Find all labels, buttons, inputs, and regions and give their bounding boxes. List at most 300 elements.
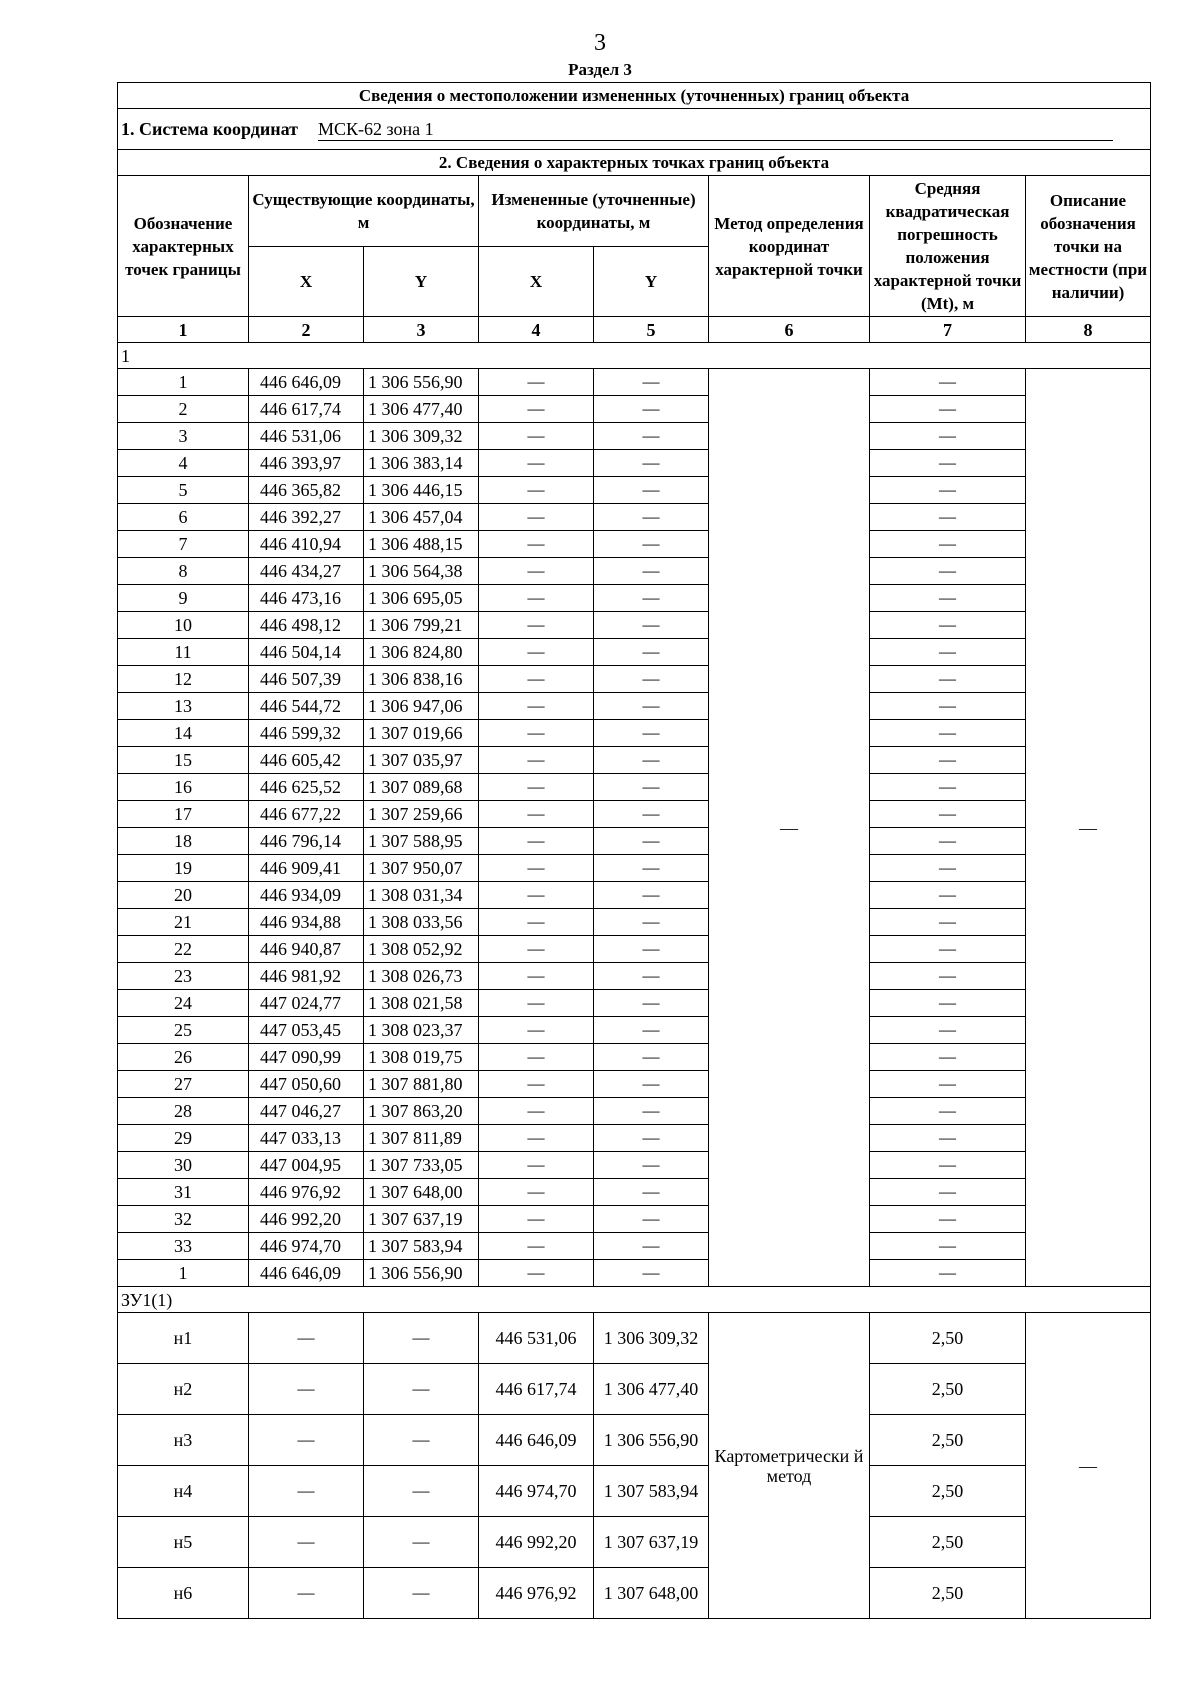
changed-y: — bbox=[594, 909, 709, 936]
column-number: 2 bbox=[249, 317, 364, 343]
accuracy-cell: — bbox=[870, 423, 1026, 450]
existing-x: 446 981,92 bbox=[249, 963, 364, 990]
changed-x: 446 976,92 bbox=[479, 1568, 594, 1619]
existing-y: 1 307 588,95 bbox=[364, 828, 479, 855]
changed-y: — bbox=[594, 774, 709, 801]
column-number: 1 bbox=[118, 317, 249, 343]
point-number: 33 bbox=[118, 1233, 249, 1260]
existing-x: 446 504,14 bbox=[249, 639, 364, 666]
point-number: 15 bbox=[118, 747, 249, 774]
existing-x: — bbox=[249, 1415, 364, 1466]
changed-y: — bbox=[594, 396, 709, 423]
table-row bbox=[118, 1517, 1151, 1568]
changed-y: — bbox=[594, 936, 709, 963]
table-row bbox=[118, 1044, 1151, 1071]
column-number: 5 bbox=[594, 317, 709, 343]
existing-y: 1 307 637,19 bbox=[364, 1206, 479, 1233]
existing-x: 446 507,39 bbox=[249, 666, 364, 693]
coordinate-system-row bbox=[118, 109, 1151, 150]
existing-y: 1 307 089,68 bbox=[364, 774, 479, 801]
accuracy-cell: — bbox=[870, 747, 1026, 774]
point-number: 1 bbox=[118, 1260, 249, 1287]
column-number: 6 bbox=[709, 317, 870, 343]
changed-y: — bbox=[594, 504, 709, 531]
accuracy-cell: — bbox=[870, 639, 1026, 666]
existing-y: 1 307 583,94 bbox=[364, 1233, 479, 1260]
changed-y: — bbox=[594, 1260, 709, 1287]
existing-y: 1 308 033,56 bbox=[364, 909, 479, 936]
table-row bbox=[118, 1152, 1151, 1179]
changed-x: — bbox=[479, 1098, 594, 1125]
changed-y: — bbox=[594, 1044, 709, 1071]
existing-x: 447 046,27 bbox=[249, 1098, 364, 1125]
table-row bbox=[118, 828, 1151, 855]
existing-y: 1 307 733,05 bbox=[364, 1152, 479, 1179]
table-row bbox=[118, 1260, 1151, 1287]
point-number: 2 bbox=[118, 396, 249, 423]
table-row bbox=[118, 639, 1151, 666]
coordinate-system-label: 1. Система координат bbox=[121, 118, 298, 139]
accuracy-cell: — bbox=[870, 396, 1026, 423]
existing-y: 1 307 035,97 bbox=[364, 747, 479, 774]
changed-y: — bbox=[594, 855, 709, 882]
existing-x: 446 365,82 bbox=[249, 477, 364, 504]
existing-y: 1 306 309,32 bbox=[364, 423, 479, 450]
point-number: 7 bbox=[118, 531, 249, 558]
changed-x: — bbox=[479, 801, 594, 828]
point-number: н2 bbox=[118, 1364, 249, 1415]
existing-y: 1 307 648,00 bbox=[364, 1179, 479, 1206]
table-row bbox=[118, 774, 1151, 801]
header-description: Описание обозначения точки на местности (при наличии) bbox=[1026, 176, 1151, 317]
table-row bbox=[118, 990, 1151, 1017]
accuracy-cell: 2,50 bbox=[870, 1466, 1026, 1517]
existing-x: — bbox=[249, 1568, 364, 1619]
header-method: Метод определения координат характерной точки bbox=[709, 176, 870, 317]
table-row bbox=[118, 909, 1151, 936]
accuracy-cell: — bbox=[870, 936, 1026, 963]
changed-x: 446 992,20 bbox=[479, 1517, 594, 1568]
table-row bbox=[118, 504, 1151, 531]
accuracy-cell: — bbox=[870, 612, 1026, 639]
changed-x: — bbox=[479, 882, 594, 909]
accuracy-cell: — bbox=[870, 531, 1026, 558]
existing-y: 1 306 383,14 bbox=[364, 450, 479, 477]
accuracy-cell: — bbox=[870, 1233, 1026, 1260]
changed-y: — bbox=[594, 477, 709, 504]
existing-x: 446 473,16 bbox=[249, 585, 364, 612]
changed-y: — bbox=[594, 828, 709, 855]
existing-y: 1 306 477,40 bbox=[364, 396, 479, 423]
table-row bbox=[118, 720, 1151, 747]
changed-x: — bbox=[479, 1206, 594, 1233]
existing-y: — bbox=[364, 1568, 479, 1619]
existing-x: 446 434,27 bbox=[249, 558, 364, 585]
existing-y: — bbox=[364, 1415, 479, 1466]
changed-y: — bbox=[594, 1125, 709, 1152]
accuracy-cell: — bbox=[870, 882, 1026, 909]
changed-x: — bbox=[479, 828, 594, 855]
changed-x: — bbox=[479, 666, 594, 693]
accuracy-cell: — bbox=[870, 801, 1026, 828]
accuracy-cell: — bbox=[870, 450, 1026, 477]
changed-x: — bbox=[479, 504, 594, 531]
changed-y: — bbox=[594, 1152, 709, 1179]
existing-x: 446 796,14 bbox=[249, 828, 364, 855]
point-number: 30 bbox=[118, 1152, 249, 1179]
existing-y: 1 308 023,37 bbox=[364, 1017, 479, 1044]
existing-x: — bbox=[249, 1313, 364, 1364]
group-label: 1 bbox=[118, 343, 1151, 369]
point-number: 12 bbox=[118, 666, 249, 693]
point-number: 25 bbox=[118, 1017, 249, 1044]
existing-y: 1 308 031,34 bbox=[364, 882, 479, 909]
description-cell: — bbox=[1026, 1313, 1151, 1619]
changed-x: — bbox=[479, 1125, 594, 1152]
table-row bbox=[118, 450, 1151, 477]
existing-y: 1 306 457,04 bbox=[364, 504, 479, 531]
table-row bbox=[118, 1233, 1151, 1260]
boundary-table bbox=[117, 82, 1151, 1619]
accuracy-cell: — bbox=[870, 1125, 1026, 1152]
existing-x: 446 544,72 bbox=[249, 693, 364, 720]
accuracy-cell: — bbox=[870, 909, 1026, 936]
point-number: 27 bbox=[118, 1071, 249, 1098]
existing-x: 446 677,22 bbox=[249, 801, 364, 828]
point-number: 17 bbox=[118, 801, 249, 828]
table-row bbox=[118, 1017, 1151, 1044]
changed-x: — bbox=[479, 1260, 594, 1287]
changed-x: — bbox=[479, 369, 594, 396]
table-row bbox=[118, 1364, 1151, 1415]
table-row bbox=[118, 1415, 1151, 1466]
description-cell: — bbox=[1026, 369, 1151, 1287]
changed-x: — bbox=[479, 1044, 594, 1071]
point-number: 10 bbox=[118, 612, 249, 639]
existing-x: 446 410,94 bbox=[249, 531, 364, 558]
changed-y: — bbox=[594, 693, 709, 720]
header-changed-coords: Измененные (уточненные) координаты, м bbox=[479, 176, 709, 247]
table-row bbox=[118, 1206, 1151, 1233]
existing-y: — bbox=[364, 1466, 479, 1517]
table-row bbox=[118, 1179, 1151, 1206]
existing-x: — bbox=[249, 1364, 364, 1415]
column-number: 4 bbox=[479, 317, 594, 343]
table-row bbox=[118, 1071, 1151, 1098]
accuracy-cell: — bbox=[870, 1152, 1026, 1179]
changed-y: — bbox=[594, 963, 709, 990]
table-row bbox=[118, 1466, 1151, 1517]
changed-y: — bbox=[594, 1179, 709, 1206]
changed-y: — bbox=[594, 1098, 709, 1125]
existing-x: 446 617,74 bbox=[249, 396, 364, 423]
changed-x: 446 617,74 bbox=[479, 1364, 594, 1415]
changed-y: 1 306 477,40 bbox=[594, 1364, 709, 1415]
accuracy-cell: — bbox=[870, 1098, 1026, 1125]
changed-y: — bbox=[594, 585, 709, 612]
changed-y: — bbox=[594, 882, 709, 909]
point-number: 16 bbox=[118, 774, 249, 801]
changed-y: — bbox=[594, 1206, 709, 1233]
table-row bbox=[118, 1098, 1151, 1125]
accuracy-cell: — bbox=[870, 1017, 1026, 1044]
existing-y: 1 308 021,58 bbox=[364, 990, 479, 1017]
changed-x: 446 646,09 bbox=[479, 1415, 594, 1466]
changed-x: — bbox=[479, 612, 594, 639]
point-number: н6 bbox=[118, 1568, 249, 1619]
existing-y: — bbox=[364, 1517, 479, 1568]
point-number: 4 bbox=[118, 450, 249, 477]
table-row bbox=[118, 1125, 1151, 1152]
accuracy-cell: — bbox=[870, 1179, 1026, 1206]
point-number: 9 bbox=[118, 585, 249, 612]
existing-x: 446 599,32 bbox=[249, 720, 364, 747]
table-row bbox=[118, 1568, 1151, 1619]
accuracy-cell: 2,50 bbox=[870, 1568, 1026, 1619]
existing-y: 1 307 019,66 bbox=[364, 720, 479, 747]
changed-x: — bbox=[479, 720, 594, 747]
header-changed-x: X bbox=[479, 247, 594, 317]
point-number: 31 bbox=[118, 1179, 249, 1206]
changed-y: — bbox=[594, 747, 709, 774]
existing-x: 446 498,12 bbox=[249, 612, 364, 639]
existing-x: 447 053,45 bbox=[249, 1017, 364, 1044]
existing-x: 446 531,06 bbox=[249, 423, 364, 450]
accuracy-cell: — bbox=[870, 585, 1026, 612]
changed-x: — bbox=[479, 747, 594, 774]
table-row bbox=[118, 963, 1151, 990]
changed-x: — bbox=[479, 1152, 594, 1179]
changed-y: — bbox=[594, 990, 709, 1017]
group-label: ЗУ1(1) bbox=[118, 1287, 1151, 1313]
point-number: 8 bbox=[118, 558, 249, 585]
existing-x: 446 974,70 bbox=[249, 1233, 364, 1260]
changed-x: — bbox=[479, 477, 594, 504]
changed-x: — bbox=[479, 909, 594, 936]
coordinate-system-value: МСК-62 зона 1 bbox=[318, 118, 1113, 141]
changed-y: — bbox=[594, 720, 709, 747]
existing-y: — bbox=[364, 1313, 479, 1364]
accuracy-cell: 2,50 bbox=[870, 1364, 1026, 1415]
changed-x: 446 974,70 bbox=[479, 1466, 594, 1517]
changed-x: — bbox=[479, 423, 594, 450]
existing-y: 1 306 446,15 bbox=[364, 477, 479, 504]
table-title: Сведения о местоположении измененных (уточненных) границ объекта bbox=[118, 83, 1151, 109]
point-number: 1 bbox=[118, 369, 249, 396]
changed-x: 446 531,06 bbox=[479, 1313, 594, 1364]
accuracy-cell: — bbox=[870, 855, 1026, 882]
point-number: 14 bbox=[118, 720, 249, 747]
table-row bbox=[118, 585, 1151, 612]
table-row bbox=[118, 693, 1151, 720]
existing-y: 1 306 556,90 bbox=[364, 369, 479, 396]
changed-y: 1 307 637,19 bbox=[594, 1517, 709, 1568]
point-number: 21 bbox=[118, 909, 249, 936]
existing-y: 1 308 026,73 bbox=[364, 963, 479, 990]
page-number: 3 bbox=[594, 30, 606, 56]
existing-x: 446 392,27 bbox=[249, 504, 364, 531]
existing-y: 1 306 838,16 bbox=[364, 666, 479, 693]
point-number: 23 bbox=[118, 963, 249, 990]
table-row bbox=[118, 369, 1151, 396]
point-number: н5 bbox=[118, 1517, 249, 1568]
changed-x: — bbox=[479, 693, 594, 720]
column-number: 8 bbox=[1026, 317, 1151, 343]
section-title: Раздел 3 bbox=[568, 60, 632, 79]
existing-y: 1 307 259,66 bbox=[364, 801, 479, 828]
existing-x: 447 050,60 bbox=[249, 1071, 364, 1098]
existing-x: 446 605,42 bbox=[249, 747, 364, 774]
changed-x: — bbox=[479, 639, 594, 666]
accuracy-cell: — bbox=[870, 720, 1026, 747]
accuracy-cell: — bbox=[870, 477, 1026, 504]
table-row bbox=[118, 396, 1151, 423]
existing-x: 446 940,87 bbox=[249, 936, 364, 963]
changed-x: — bbox=[479, 990, 594, 1017]
accuracy-cell: 2,50 bbox=[870, 1415, 1026, 1466]
existing-x: 447 024,77 bbox=[249, 990, 364, 1017]
accuracy-cell: — bbox=[870, 666, 1026, 693]
accuracy-cell: — bbox=[870, 963, 1026, 990]
existing-y: 1 306 488,15 bbox=[364, 531, 479, 558]
table-row bbox=[118, 558, 1151, 585]
accuracy-cell: — bbox=[870, 1206, 1026, 1233]
changed-x: — bbox=[479, 855, 594, 882]
table-row bbox=[118, 423, 1151, 450]
column-number: 7 bbox=[870, 317, 1026, 343]
changed-y: — bbox=[594, 612, 709, 639]
accuracy-cell: — bbox=[870, 1071, 1026, 1098]
existing-y: 1 306 556,90 bbox=[364, 1260, 479, 1287]
method-cell: Картометрически й метод bbox=[709, 1313, 870, 1619]
point-number: 22 bbox=[118, 936, 249, 963]
table-row bbox=[118, 612, 1151, 639]
accuracy-cell: 2,50 bbox=[870, 1313, 1026, 1364]
changed-x: — bbox=[479, 936, 594, 963]
existing-y: 1 308 019,75 bbox=[364, 1044, 479, 1071]
header-existing-coords: Существующие координаты, м bbox=[249, 176, 479, 247]
changed-y: — bbox=[594, 369, 709, 396]
header-existing-x: X bbox=[249, 247, 364, 317]
existing-x: — bbox=[249, 1517, 364, 1568]
accuracy-cell: — bbox=[870, 369, 1026, 396]
existing-y: 1 307 863,20 bbox=[364, 1098, 479, 1125]
changed-y: — bbox=[594, 666, 709, 693]
header-accuracy: Средняя квадратическая погрешность положения характерной точки (Mt), м bbox=[870, 176, 1026, 317]
point-number: 13 bbox=[118, 693, 249, 720]
existing-x: 446 646,09 bbox=[249, 1260, 364, 1287]
changed-y: — bbox=[594, 801, 709, 828]
changed-x: — bbox=[479, 531, 594, 558]
changed-x: — bbox=[479, 1071, 594, 1098]
existing-x: 446 393,97 bbox=[249, 450, 364, 477]
existing-y: 1 307 950,07 bbox=[364, 855, 479, 882]
changed-x: — bbox=[479, 963, 594, 990]
existing-y: 1 307 881,80 bbox=[364, 1071, 479, 1098]
existing-y: 1 306 695,05 bbox=[364, 585, 479, 612]
existing-x: 446 934,88 bbox=[249, 909, 364, 936]
point-number: н4 bbox=[118, 1466, 249, 1517]
existing-x: 446 976,92 bbox=[249, 1179, 364, 1206]
changed-y: — bbox=[594, 423, 709, 450]
changed-y: 1 307 648,00 bbox=[594, 1568, 709, 1619]
changed-y: — bbox=[594, 531, 709, 558]
header-existing-y: Y bbox=[364, 247, 479, 317]
accuracy-cell: — bbox=[870, 774, 1026, 801]
existing-y: 1 306 947,06 bbox=[364, 693, 479, 720]
column-number: 3 bbox=[364, 317, 479, 343]
accuracy-cell: — bbox=[870, 558, 1026, 585]
existing-x: 447 033,13 bbox=[249, 1125, 364, 1152]
point-number: 11 bbox=[118, 639, 249, 666]
table-row bbox=[118, 936, 1151, 963]
accuracy-cell: — bbox=[870, 504, 1026, 531]
table-row bbox=[118, 882, 1151, 909]
point-number: 3 bbox=[118, 423, 249, 450]
existing-y: 1 306 824,80 bbox=[364, 639, 479, 666]
changed-y: 1 306 556,90 bbox=[594, 1415, 709, 1466]
accuracy-cell: — bbox=[870, 1260, 1026, 1287]
existing-x: 446 646,09 bbox=[249, 369, 364, 396]
header-point-designation: Обозначение характерных точек границы bbox=[118, 176, 249, 317]
existing-y: 1 307 811,89 bbox=[364, 1125, 479, 1152]
changed-y: 1 306 309,32 bbox=[594, 1313, 709, 1364]
existing-x: 446 909,41 bbox=[249, 855, 364, 882]
accuracy-cell: — bbox=[870, 990, 1026, 1017]
point-number: 29 bbox=[118, 1125, 249, 1152]
accuracy-cell: — bbox=[870, 693, 1026, 720]
accuracy-cell: 2,50 bbox=[870, 1517, 1026, 1568]
existing-x: 447 004,95 bbox=[249, 1152, 364, 1179]
table-row bbox=[118, 1313, 1151, 1364]
point-number: 20 bbox=[118, 882, 249, 909]
changed-x: — bbox=[479, 1179, 594, 1206]
points-section-title: 2. Сведения о характерных точках границ объекта bbox=[118, 150, 1151, 176]
changed-y: — bbox=[594, 450, 709, 477]
point-number: 24 bbox=[118, 990, 249, 1017]
changed-y: 1 307 583,94 bbox=[594, 1466, 709, 1517]
changed-x: — bbox=[479, 1017, 594, 1044]
accuracy-cell: — bbox=[870, 1044, 1026, 1071]
existing-y: 1 306 564,38 bbox=[364, 558, 479, 585]
table-row bbox=[118, 855, 1151, 882]
existing-x: 446 625,52 bbox=[249, 774, 364, 801]
changed-x: — bbox=[479, 585, 594, 612]
table-row bbox=[118, 666, 1151, 693]
changed-x: — bbox=[479, 450, 594, 477]
changed-x: — bbox=[479, 774, 594, 801]
existing-x: 446 934,09 bbox=[249, 882, 364, 909]
existing-x: 447 090,99 bbox=[249, 1044, 364, 1071]
existing-x: — bbox=[249, 1466, 364, 1517]
changed-x: — bbox=[479, 1233, 594, 1260]
changed-y: — bbox=[594, 558, 709, 585]
table-row bbox=[118, 801, 1151, 828]
point-number: 6 bbox=[118, 504, 249, 531]
table-row bbox=[118, 531, 1151, 558]
existing-x: 446 992,20 bbox=[249, 1206, 364, 1233]
changed-x: — bbox=[479, 396, 594, 423]
point-number: 5 bbox=[118, 477, 249, 504]
table-row bbox=[118, 477, 1151, 504]
changed-y: — bbox=[594, 1233, 709, 1260]
point-number: 32 bbox=[118, 1206, 249, 1233]
point-number: 18 bbox=[118, 828, 249, 855]
table-row bbox=[118, 747, 1151, 774]
existing-y: 1 306 799,21 bbox=[364, 612, 479, 639]
point-number: н3 bbox=[118, 1415, 249, 1466]
existing-y: — bbox=[364, 1364, 479, 1415]
